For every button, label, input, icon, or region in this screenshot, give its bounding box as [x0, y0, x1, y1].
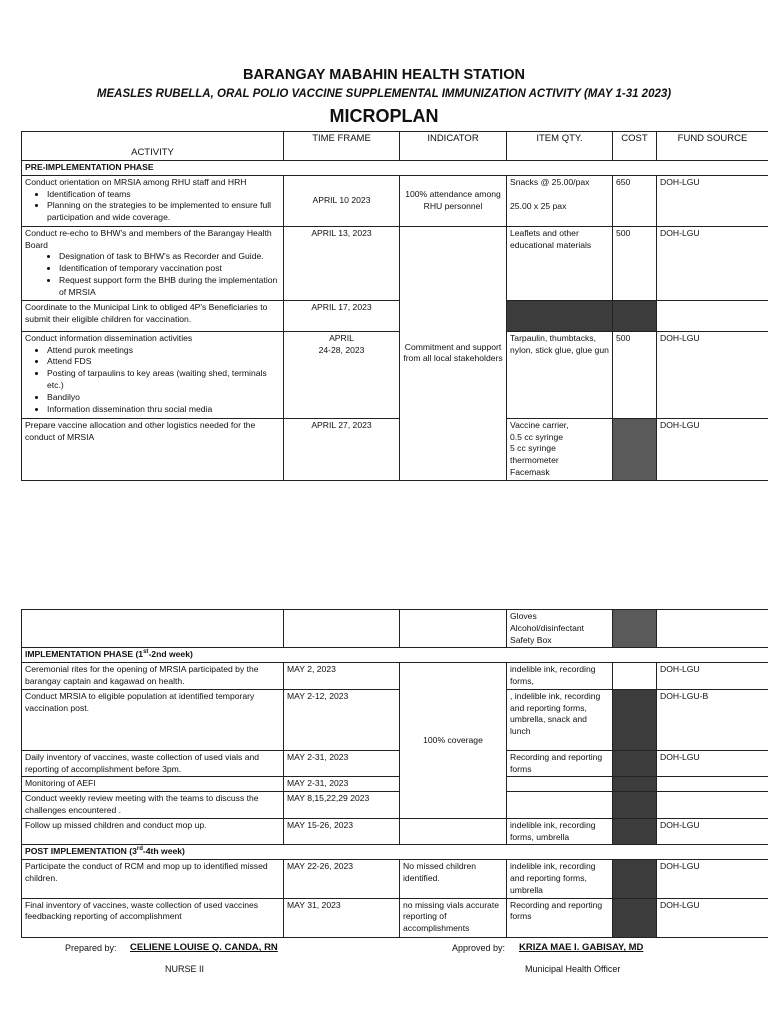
- item-text: Vaccine carrier,: [510, 419, 569, 430]
- table-row: [22, 689, 768, 750]
- time-frame-cell: APRIL 17, 2023: [284, 300, 400, 331]
- fund-source-cell: [657, 300, 768, 331]
- item-text: 5 cc syringe: [510, 443, 556, 454]
- fund-source-cell: DOH-LGU: [657, 818, 768, 845]
- activity-cell: Coordinate to the Municipal Link to obliged 4P's Beneficiaries to submit their eligible children for vaccination.: [22, 300, 284, 331]
- list-item: • Designation of task to BHW's as Recorder and Guide.: [59, 251, 280, 263]
- fund-source-cell: DOH-LGU: [657, 331, 768, 418]
- indicator-cell: 100% coverage: [400, 663, 507, 819]
- fund-source-cell: DOH-LGU: [657, 663, 768, 690]
- cost-cell: [613, 792, 657, 819]
- indicator-cell: no missing vials accurate reporting of accomplishments: [400, 898, 507, 937]
- approved-by-label: Approved by:: [452, 943, 506, 953]
- table-row: [22, 750, 768, 777]
- fund-source-cell: DOH-LGU: [657, 175, 768, 226]
- activity-cell: [22, 610, 284, 648]
- time-frame-cell: MAY 15-26, 2023: [284, 818, 400, 845]
- fund-source-cell: [657, 610, 768, 648]
- cost-cell: [613, 860, 657, 898]
- phase-label: IMPLEMENTATION PHASE (1st-2nd week): [22, 648, 768, 663]
- approved-by-title: Municipal Health Officer: [525, 964, 621, 974]
- item-qty-cell: Recording and reporting forms: [507, 898, 613, 937]
- item-text: Facemask: [510, 466, 550, 477]
- cost-cell: [613, 610, 657, 648]
- item-text: 0.5 cc syringe: [510, 431, 564, 442]
- table-row: [22, 818, 768, 845]
- item-qty-cell: [507, 300, 613, 331]
- col-time-frame: TIME FRAME: [284, 132, 400, 161]
- indicator-cell: [400, 610, 507, 648]
- activity-cell: [22, 175, 284, 226]
- approved-by-name: KRIZA MAE I. GABISAY, MD: [519, 942, 644, 953]
- activity-text: Conduct orientation on MRSIA among RHU staff and HRH: [25, 176, 247, 187]
- list-item: • Information dissemination thru social media: [47, 404, 280, 416]
- item-qty-cell: Tarpaulin, thumbtacks, nylon, stick glue, glue gun: [507, 331, 613, 418]
- phase-label: PRE-IMPLEMENTATION PHASE: [22, 161, 768, 176]
- cost-cell: [613, 777, 657, 792]
- table-row: [22, 777, 768, 792]
- time-frame-cell: MAY 2-12, 2023: [284, 689, 400, 750]
- item-qty-cell: indelible ink, recording forms, umbrella: [507, 818, 613, 845]
- item-text: 25.00 x 25 pax: [510, 200, 567, 211]
- activity-cell: Monitoring of AEFI: [22, 777, 284, 792]
- fund-source-cell: DOH-LGU-B: [657, 689, 768, 750]
- fund-source-cell: DOH-LGU: [657, 226, 768, 300]
- item-text: thermometer: [510, 455, 559, 466]
- time-text: APRIL: [329, 332, 354, 343]
- activity-text: Conduct re-echo to BHW's and members of the Barangay Health Board: [25, 227, 272, 250]
- fund-source-cell: [657, 777, 768, 792]
- activity-subtitle: MEASLES RUBELLA, ORAL POLIO VACCINE SUPPLEMENTAL IMMUNIZATION ACTIVITY (MAY 1-31 2023): [96, 88, 672, 100]
- prepared-by-label: Prepared by:: [65, 943, 117, 953]
- activity-cell: Final inventory of vaccines, waste collection of used vaccines feedbacking reporting of accomplishment: [22, 898, 284, 937]
- activity-cell: Follow up missed children and conduct mop up.: [22, 818, 284, 845]
- phase-row: [22, 648, 768, 663]
- item-text: Alcohol/disinfectant: [510, 622, 585, 633]
- item-qty-cell: [507, 777, 613, 792]
- table-row: [22, 226, 768, 300]
- cost-cell: 500: [613, 331, 657, 418]
- list-item: • Request support form the BHB during the implementation of MRSIA: [59, 275, 280, 299]
- microplan-table-impl: [21, 609, 768, 938]
- activity-cell: Conduct MRSIA to eligible population at identified temporary vaccination post.: [22, 689, 284, 750]
- column-header-row: [22, 132, 768, 161]
- cost-cell: [613, 663, 657, 690]
- cost-cell: [613, 300, 657, 331]
- time-frame-cell: [284, 331, 400, 418]
- col-item-qty: ITEM QTY.: [507, 132, 613, 161]
- station-title: BARANGAY MABAHIN HEALTH STATION: [243, 67, 525, 83]
- phase-row: [22, 161, 768, 176]
- item-qty-cell: , indelible ink, recording and reporting forms, umbrella, snack and lunch: [507, 689, 613, 750]
- list-item: • Posting of tarpaulins to key areas (waiting shed, terminals etc.): [47, 368, 280, 392]
- time-frame-cell: APRIL 10 2023: [284, 175, 400, 226]
- phase-row: [22, 845, 768, 860]
- list-item: • Attend FDS: [47, 356, 280, 368]
- prepared-by-name: CELIENE LOUISE Q. CANDA, RN: [130, 942, 278, 953]
- activity-text: Conduct information dissemination activities: [25, 332, 193, 343]
- indicator-cell: Commitment and support from all local stakeholders: [400, 226, 507, 480]
- cost-cell: [613, 818, 657, 845]
- cost-cell: 650: [613, 175, 657, 226]
- document-title: MICROPLAN: [329, 106, 439, 126]
- item-text: Safety Box: [510, 634, 552, 645]
- fund-source-cell: DOH-LGU: [657, 418, 768, 480]
- list-item: • Planning on the strategies to be implemented to ensure full participation and wide coverage.: [47, 200, 280, 224]
- time-frame-cell: MAY 2, 2023: [284, 663, 400, 690]
- col-fund-source: FUND SOURCE: [657, 132, 768, 161]
- fund-source-cell: [657, 792, 768, 819]
- table-row: [22, 610, 768, 648]
- cost-cell: [613, 689, 657, 750]
- indicator-cell: [400, 818, 507, 845]
- indicator-cell: No missed children identified.: [400, 860, 507, 898]
- time-text: 24-28, 2023: [318, 344, 365, 355]
- item-qty-cell: indelible ink, recording and reporting forms, umbrella: [507, 860, 613, 898]
- time-frame-cell: APRIL 13, 2023: [284, 226, 400, 300]
- time-frame-cell: MAY 31, 2023: [284, 898, 400, 937]
- activity-cell: Daily inventory of vaccines, waste collection of used vials and reporting of accomplishment before 3pm.: [22, 750, 284, 777]
- list-item: • Identification of temporary vaccination post: [59, 263, 280, 275]
- table-row: [22, 898, 768, 937]
- activity-cell: Participate the conduct of RCM and mop up to identified missed children.: [22, 860, 284, 898]
- list-item: • Bandilyo: [47, 392, 280, 404]
- item-qty-cell: [507, 175, 613, 226]
- cost-cell: [613, 750, 657, 777]
- col-cost: COST: [613, 132, 657, 161]
- cost-cell: [613, 418, 657, 480]
- table-row: [22, 331, 768, 418]
- time-frame-cell: MAY 2-31, 2023: [284, 750, 400, 777]
- time-frame-cell: MAY 22-26, 2023: [284, 860, 400, 898]
- cost-cell: [613, 898, 657, 937]
- fund-source-cell: DOH-LGU: [657, 860, 768, 898]
- col-indicator: INDICATOR: [400, 132, 507, 161]
- table-row: [22, 418, 768, 480]
- phase-label: POST IMPLEMENTATION (3rd-4th week): [22, 845, 768, 860]
- table-row: [22, 860, 768, 898]
- activity-cell: Conduct weekly review meeting with the teams to discuss the challenges encountered .: [22, 792, 284, 819]
- time-frame-cell: MAY 8,15,22,29 2023: [284, 792, 400, 819]
- cost-cell: 500: [613, 226, 657, 300]
- prepared-by-title: NURSE II: [165, 964, 205, 974]
- item-qty-cell: [507, 792, 613, 819]
- microplan-table-pre: [21, 131, 768, 481]
- indicator-cell: 100% attendance among RHU personnel: [400, 175, 507, 226]
- table-row: [22, 175, 768, 226]
- activity-cell: [22, 226, 284, 300]
- table-row: [22, 792, 768, 819]
- activity-cell: Prepare vaccine allocation and other logistics needed for the conduct of MRSIA: [22, 418, 284, 480]
- item-text: Snacks @ 25.00/pax: [510, 176, 590, 187]
- item-text: Gloves: [510, 611, 537, 621]
- activity-cell: [22, 331, 284, 418]
- item-qty-cell: Leaflets and other educational materials: [507, 226, 613, 300]
- item-qty-cell: [507, 610, 613, 648]
- item-qty-cell: indelible ink, recording forms,: [507, 663, 613, 690]
- activity-cell: Ceremonial rites for the opening of MRSIA participated by the barangay captain and kagawad on health.: [22, 663, 284, 690]
- list-item: • Identification of teams: [47, 189, 280, 201]
- table-row: [22, 300, 768, 331]
- fund-source-cell: DOH-LGU: [657, 750, 768, 777]
- table-row: [22, 663, 768, 690]
- fund-source-cell: DOH-LGU: [657, 898, 768, 937]
- list-item: • Attend purok meetings: [47, 345, 280, 357]
- col-activity: ACTIVITY: [22, 132, 284, 161]
- time-frame-cell: APRIL 27, 2023: [284, 418, 400, 480]
- time-frame-cell: MAY 2-31, 2023: [284, 777, 400, 792]
- item-qty-cell: Recording and reporting forms: [507, 750, 613, 777]
- time-frame-cell: [284, 610, 400, 648]
- item-qty-cell: [507, 418, 613, 480]
